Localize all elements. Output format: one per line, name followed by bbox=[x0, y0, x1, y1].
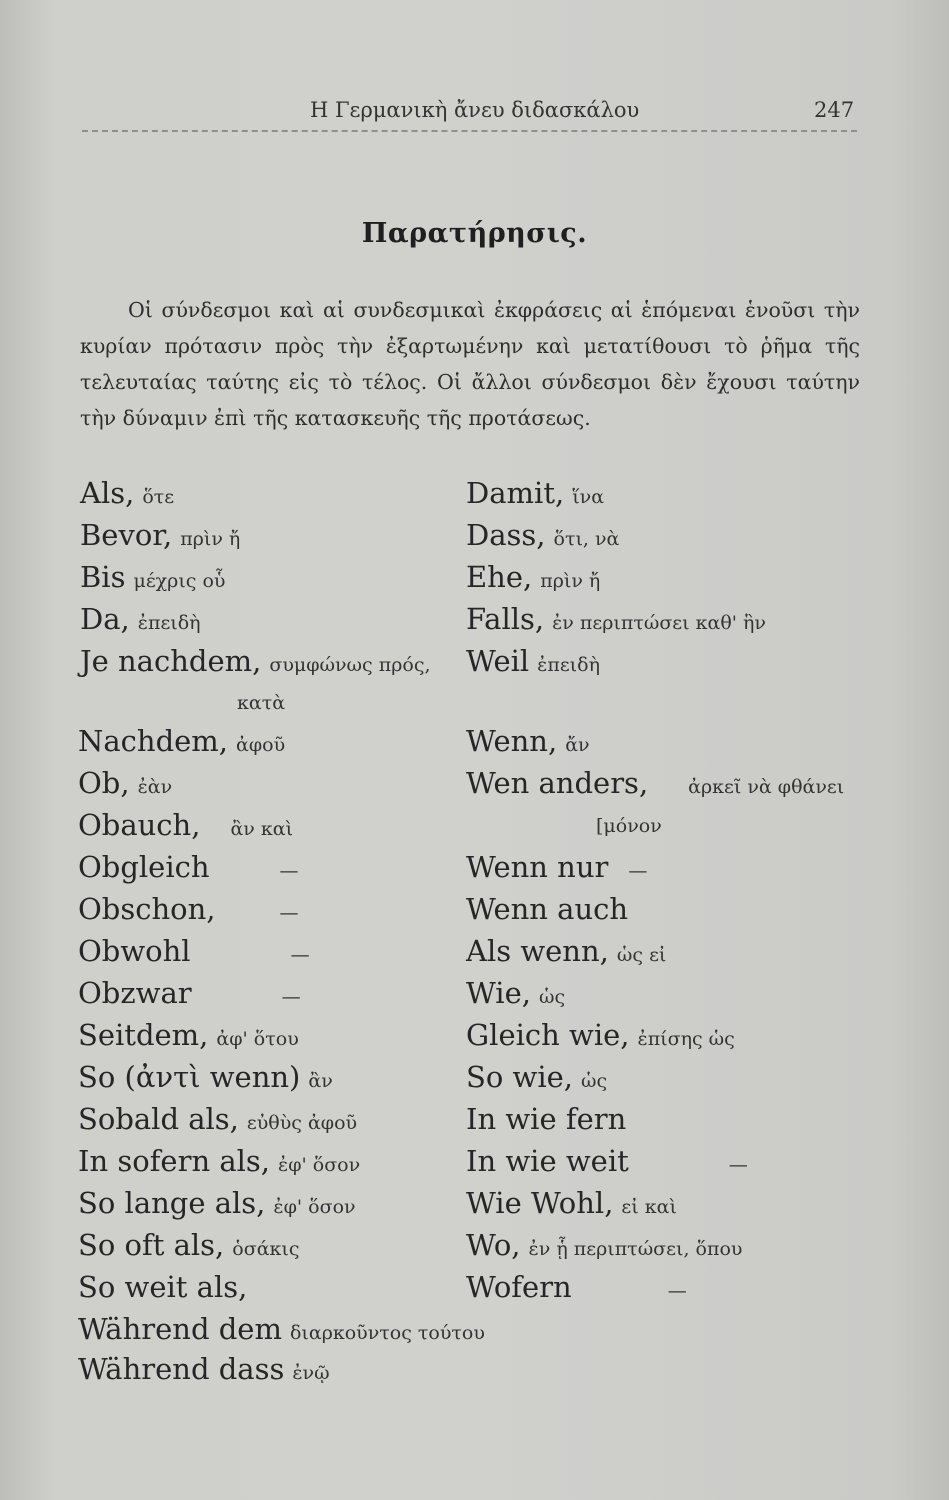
right-entry-gloss: — bbox=[728, 1154, 748, 1176]
left-entry-gloss: ὅτε bbox=[142, 486, 175, 508]
left-entry bbox=[78, 930, 310, 972]
left-entry bbox=[80, 556, 225, 598]
right-entry bbox=[466, 472, 604, 514]
right-entry-term: Als wenn, bbox=[466, 934, 609, 968]
right-entry bbox=[466, 1224, 742, 1266]
right-entry bbox=[466, 514, 619, 556]
left-entry bbox=[78, 1098, 357, 1140]
left-entry bbox=[78, 762, 172, 804]
right-entry bbox=[466, 1182, 677, 1224]
left-entry-gloss: ἐνῷ bbox=[292, 1362, 330, 1384]
left-entry bbox=[78, 1056, 333, 1098]
left-entry-gloss: διαρκοῦντος τούτου bbox=[289, 1322, 485, 1344]
right-entry-gloss: ὡς bbox=[581, 1070, 608, 1092]
left-entry-gloss: ἂν καὶ bbox=[230, 818, 294, 840]
right-entry-gloss: ἐπειδὴ bbox=[537, 654, 600, 676]
left-entry-term: Obauch, bbox=[78, 808, 201, 842]
right-entry-term: Wo, bbox=[466, 1228, 521, 1262]
left-entry-gloss: — bbox=[290, 944, 310, 966]
left-entry-gloss: — bbox=[279, 860, 299, 882]
left-entry-gloss: μέχρις οὗ bbox=[133, 570, 226, 592]
left-entry-term: Obgleich bbox=[78, 850, 210, 884]
right-entry-gloss: ὡς bbox=[538, 986, 566, 1008]
right-entry bbox=[466, 930, 666, 972]
right-entry-term: Dass, bbox=[466, 518, 546, 552]
left-entry bbox=[78, 1348, 330, 1390]
left-entry-term: Während dass bbox=[78, 1352, 285, 1386]
right-entry-term: Wenn nur bbox=[466, 850, 609, 884]
right-entry-term: Gleich wie, bbox=[466, 1018, 630, 1052]
left-entry-term: Ob, bbox=[78, 766, 130, 800]
right-entry-gloss: εἰ καὶ bbox=[621, 1196, 677, 1218]
left-entry-term: Während dem bbox=[78, 1312, 282, 1346]
left-entry-term: In sofern als, bbox=[78, 1144, 271, 1178]
left-entry-term: Obschon, bbox=[78, 892, 216, 926]
left-entry bbox=[78, 846, 299, 888]
left-entry-term: Nachdem, bbox=[78, 724, 229, 758]
right-entry-gloss: ἐν ᾗ περιπτώσει, ὅπου bbox=[528, 1238, 743, 1260]
right-entry bbox=[466, 1014, 735, 1056]
right-entry-gloss: ἵνα bbox=[572, 486, 605, 508]
right-entry-term: Falls, bbox=[466, 602, 545, 636]
left-entry-term: Bis bbox=[80, 560, 126, 594]
right-entry-term: In wie fern bbox=[466, 1102, 627, 1136]
right-entry-term: Wenn auch bbox=[466, 892, 629, 926]
left-entry bbox=[78, 1308, 485, 1350]
left-entry bbox=[78, 1140, 360, 1182]
right-entry-gloss: ἐν περιπτώσει καθ' ἣν bbox=[552, 612, 766, 634]
left-entry bbox=[78, 804, 293, 846]
right-entry-term: Wofern bbox=[466, 1270, 572, 1304]
left-entry-term: Als, bbox=[80, 476, 135, 510]
left-entry-gloss: ἂν bbox=[308, 1070, 333, 1092]
right-entry bbox=[466, 1266, 687, 1308]
left-entry bbox=[78, 888, 299, 930]
right-entry bbox=[466, 1140, 748, 1182]
right-entry-gloss: ἄν bbox=[565, 734, 590, 756]
right-entry-term: Ehe, bbox=[466, 560, 533, 594]
left-entry bbox=[78, 1014, 299, 1056]
left-entry-gloss: εὐθὺς ἀφοῦ bbox=[246, 1112, 358, 1134]
right-entry bbox=[466, 762, 844, 804]
section-heading: Παρατήρησις. bbox=[361, 218, 588, 249]
left-entry-term: Obwohl bbox=[78, 934, 191, 968]
left-entry-gloss: ὁσάκις bbox=[232, 1238, 300, 1260]
note-text: Οἱ σύνδεσμοι καὶ αἱ συνδεσμικαὶ ἐκφράσεις αἱ ἑπόμεναι ἑνοῦσι τὴν κυρίαν πρότασιν πρὸς τὴν ἐξαρτωμένην καὶ μετατίθουσι τὸ ῥῆμα τῆς τελευταίας ταύτης εἰς τὸ τέλος. Οἱ ἄλλοι σύνδεσμοι δὲν ἔχουσι ταύτην τὴν δύναμιν ἐπὶ τῆς κατασκευῆς τῆς προτάσεως. bbox=[80, 298, 860, 430]
right-entry-term: Wen anders, bbox=[466, 766, 649, 800]
right-entry bbox=[466, 720, 590, 762]
page-number: 247 bbox=[814, 98, 855, 122]
left-entry bbox=[78, 720, 285, 762]
left-entry-term: So oft als, bbox=[78, 1228, 225, 1262]
left-entry bbox=[80, 640, 431, 682]
right-entry-gloss: — bbox=[628, 860, 648, 882]
left-entry-gloss: ἐπειδὴ bbox=[137, 612, 201, 634]
right-entry-gloss: πρὶν ἤ bbox=[540, 570, 601, 592]
running-title: Η Γερμανικὴ ἄνευ διδασκάλου bbox=[310, 98, 640, 122]
left-entry-term: So (ἀντὶ wenn) bbox=[78, 1060, 301, 1094]
left-entry-gloss: ἐφ' ὅσον bbox=[278, 1154, 361, 1176]
right-entry bbox=[466, 1056, 607, 1098]
right-entry-term: So wie, bbox=[466, 1060, 574, 1094]
left-entry-term: Seitdem, bbox=[78, 1018, 209, 1052]
left-entry-term: Je nachdem, bbox=[80, 644, 262, 678]
right-entry bbox=[466, 556, 600, 598]
left-entry-term: So weit als, bbox=[78, 1270, 248, 1304]
right-entry bbox=[466, 846, 647, 888]
right-entry-term: Wie Wohl, bbox=[466, 1186, 614, 1220]
right-entry bbox=[466, 1098, 634, 1140]
left-entry-gloss: — bbox=[279, 902, 299, 924]
left-entry-gloss: ἐὰν bbox=[137, 776, 173, 798]
left-entry bbox=[80, 514, 240, 556]
right-entry bbox=[466, 888, 636, 930]
left-entry-term: Obzwar bbox=[78, 976, 192, 1010]
right-entry bbox=[466, 640, 600, 682]
left-entry-term: Da, bbox=[80, 602, 130, 636]
left-entry-gloss: πρὶν ἤ bbox=[180, 528, 241, 550]
left-entry-term: Bevor, bbox=[80, 518, 173, 552]
right-entry-gloss: ἐπίσης ὡς bbox=[637, 1028, 735, 1050]
right-entry-term: Wie, bbox=[466, 976, 531, 1010]
right-entry-gloss: ἀρκεῖ νὰ φθάνει bbox=[688, 776, 845, 798]
left-continuation: κατὰ bbox=[237, 692, 286, 714]
right-entry-term: Damit, bbox=[466, 476, 565, 510]
right-entry-term: Wenn, bbox=[466, 724, 558, 758]
left-entry-gloss: συμφώνως πρός, bbox=[269, 654, 431, 676]
left-entry bbox=[78, 1224, 300, 1266]
left-entry bbox=[78, 1266, 255, 1308]
left-entry-gloss: ἀφοῦ bbox=[236, 734, 286, 756]
left-entry bbox=[80, 472, 174, 514]
left-entry-gloss: — bbox=[281, 986, 301, 1008]
left-entry-term: Sobald als, bbox=[78, 1102, 239, 1136]
right-entry-gloss: — bbox=[667, 1280, 687, 1302]
left-entry-gloss: ἐφ' ὅσον bbox=[273, 1196, 356, 1218]
right-entry-term: Weil bbox=[466, 644, 530, 678]
right-entry bbox=[466, 598, 766, 640]
right-entry-term: In wie weit bbox=[466, 1144, 629, 1178]
left-entry bbox=[80, 598, 201, 640]
left-entry-term: So lange als, bbox=[78, 1186, 266, 1220]
right-entry-gloss: ὡς εἰ bbox=[616, 944, 667, 966]
left-entry-gloss: ἀφ' ὅτου bbox=[216, 1028, 299, 1050]
right-entry-gloss: ὅτι, νὰ bbox=[553, 528, 620, 550]
right-entry bbox=[466, 972, 565, 1014]
left-entry bbox=[78, 972, 301, 1014]
right-continuation: [μόνον bbox=[596, 815, 662, 837]
left-entry bbox=[78, 1182, 356, 1224]
